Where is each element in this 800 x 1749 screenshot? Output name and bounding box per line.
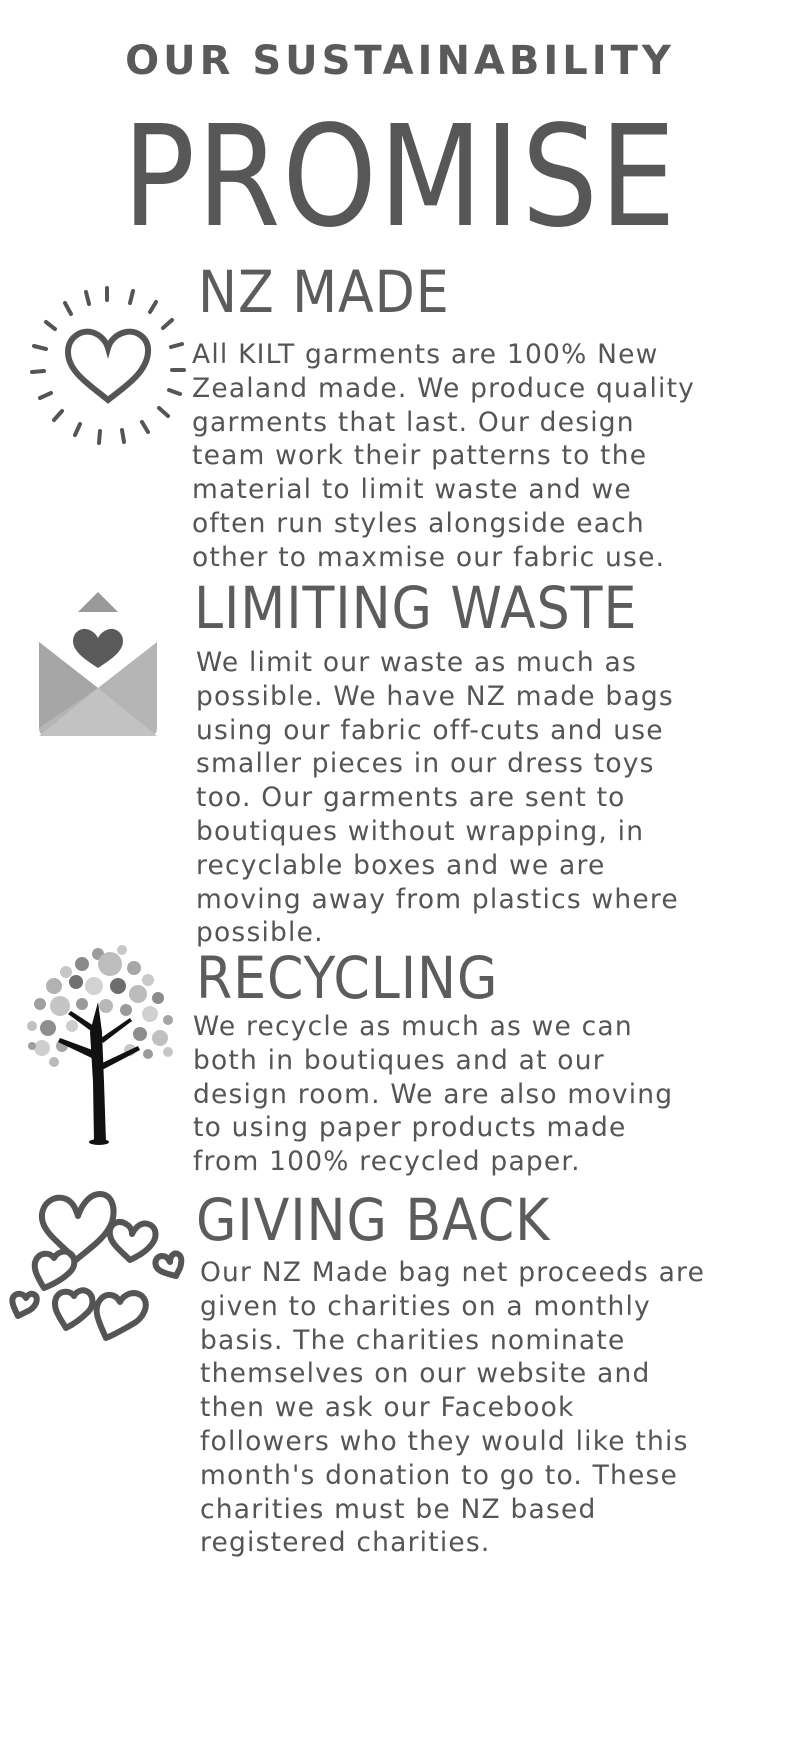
header-kicker: OUR SUSTAINABILITY (125, 38, 675, 84)
hearts-icon (4, 1178, 188, 1344)
envelope-heart-icon (36, 592, 160, 740)
section-title-limiting-waste: LIMITING WASTE (194, 574, 638, 642)
section-body-giving-back: Our NZ Made bag net proceeds are given to charities on a monthly basis. The charities nominate themselves on our website and then we ask our Facebook followers who they would like this month's donation to go to. These charities must be NZ based registered charities. (200, 1257, 706, 1559)
section-body-limiting-waste: We limit our waste as much as possible. We have NZ made bags using our fabric off-cuts and use smaller pieces in our dress toys too. Our garments are sent to boutiques without wrapping, in recyclable boxes and we are moving away from plastics where possible. (196, 647, 679, 949)
tree-icon (18, 942, 178, 1148)
section-title-giving-back: GIVING BACK (196, 1186, 551, 1254)
page-title: PROMISE (122, 96, 678, 259)
section-body-recycling: We recycle as much as we can both in boutiques and at our design room. We are also moving to using paper products made from 100% recycled paper. (193, 1011, 674, 1178)
section-title-nz-made: NZ MADE (198, 258, 450, 326)
heart-sun-icon (20, 280, 195, 455)
section-title-recycling: RECYCLING (196, 944, 499, 1012)
section-body-nz-made: All KILT garments are 100% New Zealand made. We produce quality garments that last. Our design team work their patterns to the material to limit waste and we often run styles alongside each other to maxmise our fabric use. (192, 339, 696, 573)
